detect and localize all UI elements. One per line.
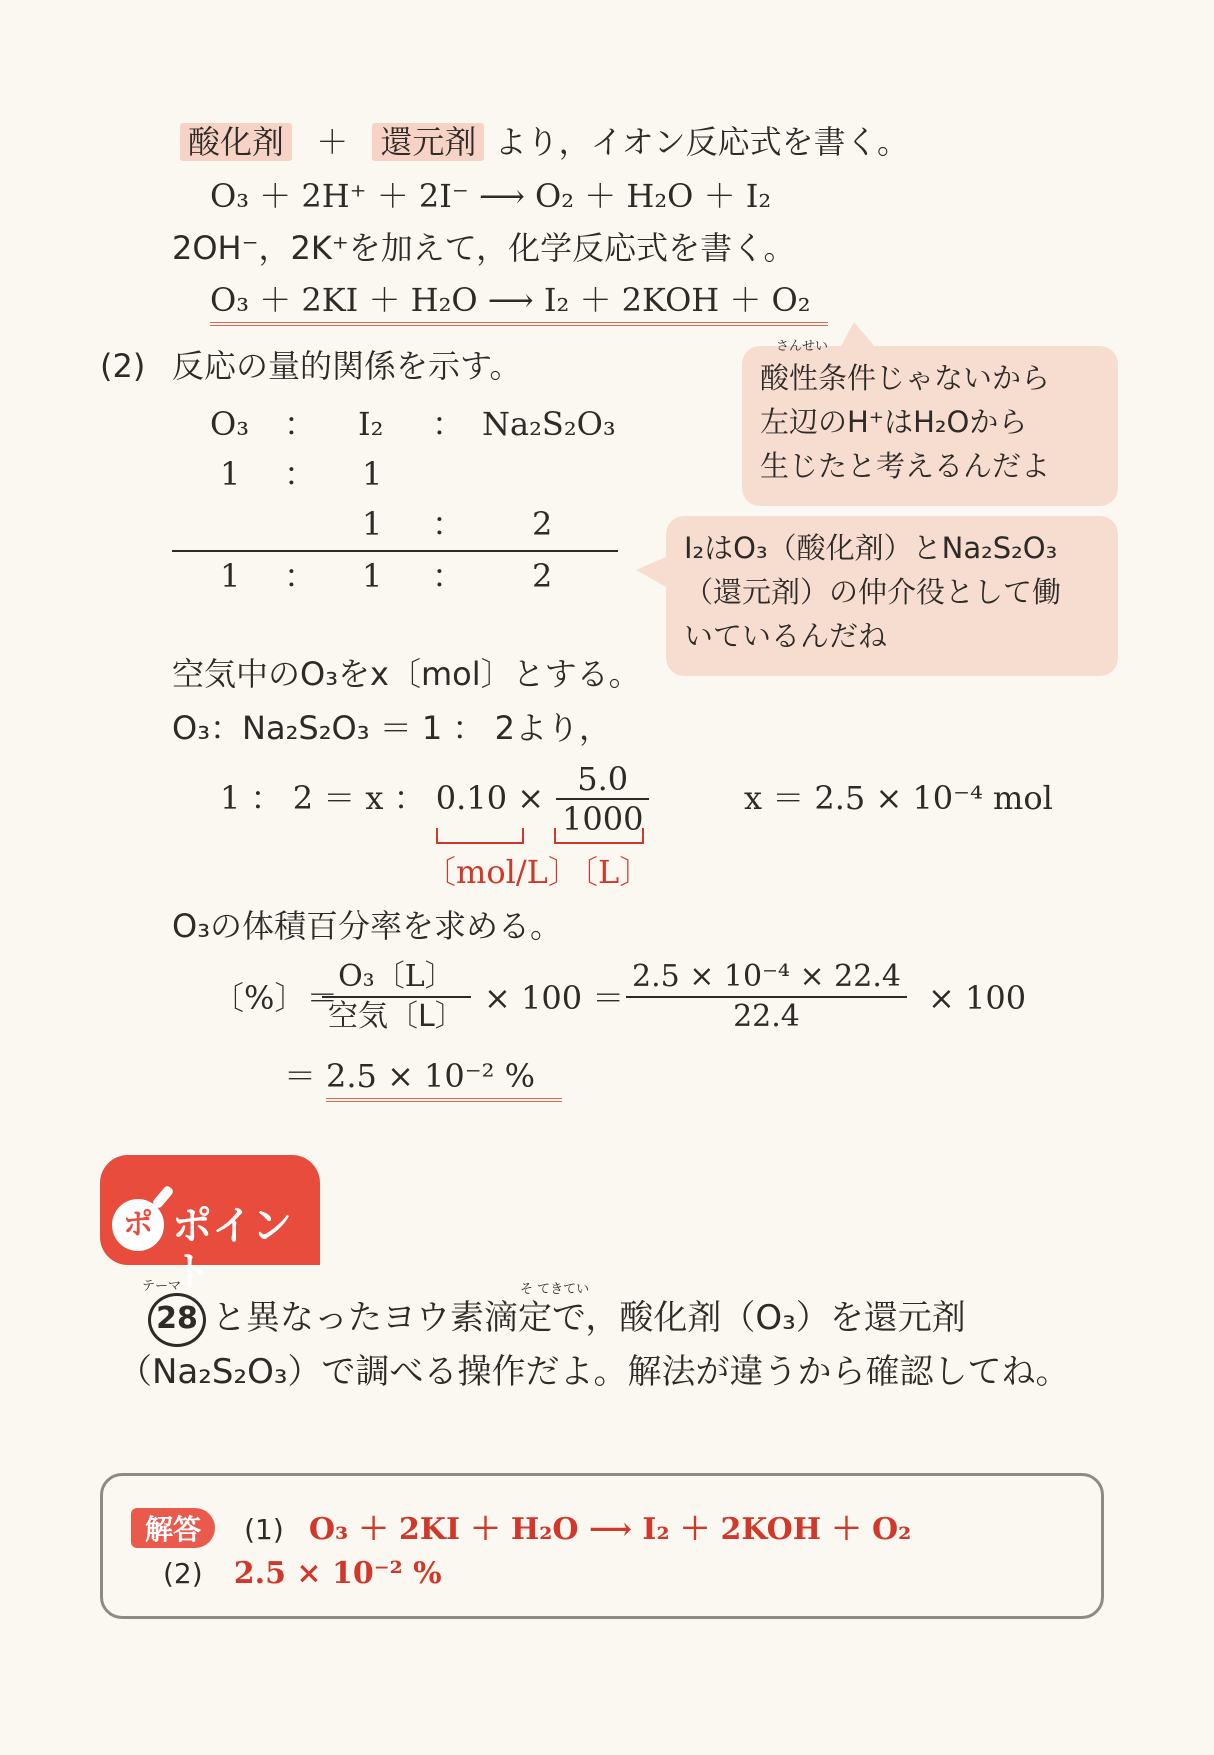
point-badge-text: ポイント [172,1203,292,1295]
answer-item2-num: (2) [163,1557,203,1590]
pct-fraction1-denominator: 空気〔L〕 [328,999,465,1034]
note-bubble-acidic [742,339,1118,506]
pct-fraction2-denominator: 22.4 [733,999,800,1034]
ratio-header-o3: O₃ [210,405,250,443]
ionic-equation: O₃ ＋ 2H⁺ ＋ 2I⁻ ⟶ O₂ ＋ H₂O ＋ I₂ [210,177,772,215]
answer-item2: 2.5 × 10⁻² % [233,1556,442,1591]
part2-label: (2) [100,347,146,385]
step2-line: 2OH⁻，2K⁺を加えて，化学反応式を書く。 [172,229,796,267]
ratio-row1-a: 1 [220,455,241,493]
unit-label-l: 〔L〕 [566,853,652,891]
unit-bracket-conc [436,828,524,844]
pct-tail: × 100 [928,979,1027,1017]
magnifier-icon: ポ [112,1199,164,1251]
pct-fraction2 [626,958,907,1036]
pct-result: 2.5 × 10⁻² % [326,1056,562,1102]
answer-item1-num: (1) [244,1513,284,1546]
bubble1-line3: 生じたと考えるんだよ [760,449,1051,483]
ratio-row3-c: 2 [532,557,553,595]
bubble1-line1: 酸性条件じゃないから [760,361,1051,395]
x-fraction [556,760,649,838]
bubble2-line2: （還元剤）の仲介役として働 [684,575,1062,609]
ratio-row3-a: 1 [220,557,241,595]
full-equation: O₃ ＋ 2KI ＋ H₂O ⟶ I₂ ＋ 2KOH ＋ O₂ [210,280,828,326]
ratio-row3-colon1: ： [284,557,317,595]
step1-tail: より，イオン反応式を書く。 [494,123,909,161]
percent-intro: O₃の体積百分率を求める。 [172,907,563,945]
x-fraction-numerator: 5.0 [556,760,649,800]
pct-fraction1 [322,958,471,1036]
reductant-tag: 還元剤 [372,123,484,161]
ratio-row1-colon: ： [284,455,317,493]
ratio-header-na2s2o3: Na₂S₂O₃ [482,405,616,443]
ratio-row1-b: 1 [362,455,383,493]
x-fraction-denominator: 1000 [562,800,644,838]
note-bubble-mediator [666,516,1118,676]
x-result: x ＝ 2.5 × 10⁻⁴ mol [744,779,1053,817]
ratio-row2-a: 1 [362,505,383,543]
let-x-line: 空気中のO₃をx〔mol〕とする。 [172,655,641,693]
ratio-row3-b: 1 [362,557,383,595]
bubble1-ruby: さんせい [775,339,828,354]
ratio-row3-colon2: ： [432,557,465,595]
answer-box [100,1473,1104,1619]
ratio-row2-b: 2 [532,505,553,543]
answer-label: 解答 [131,1508,215,1548]
pct-equals: ＝ [284,1057,317,1095]
ratio-header-colon1: ： [284,405,317,443]
bubble2-line1: I₂はO₃（酸化剤）とNa₂S₂O₃ [684,531,1058,565]
pct-fraction2-numerator: 2.5 × 10⁻⁴ × 22.4 [626,958,907,998]
point-ruby: そ てきてい [520,1282,590,1297]
unit-bracket-vol [554,828,644,844]
theme-ruby: テーマ [142,1279,182,1294]
pct-lhs: 〔%〕＝ [212,979,339,1017]
answer-row2 [163,1556,442,1591]
theme-number-badge: 28 [148,1293,206,1347]
bubble1-line2: 左辺のH⁺はH₂Oから [760,405,1028,439]
answer-row1 [131,1504,911,1548]
answer-item1: O₃ ＋ 2KI ＋ H₂O ⟶ I₂ ＋ 2KOH ＋ O₂ [308,1512,912,1547]
ratio-line: O₃：Na₂S₂O₃ ＝ 1 ： 2より， [172,709,611,747]
point-line1: と異なったヨウ素滴定で，酸化剤（O₃）を還元剤 [212,1298,966,1338]
plus-sign: ＋ [316,123,349,161]
part2-heading: 反応の量的関係を示す。 [172,347,522,385]
unit-label-mol-per-l: 〔mol/L〕 [424,853,580,891]
pct-mid: × 100 ＝ [484,979,625,1017]
bubble2-line3: いているんだね [684,619,888,653]
point-line2: （Na₂S₂O₃）で調べる操作だよ。解法が違うから確認してね。 [118,1352,1070,1392]
ratio-header-i2: I₂ [358,405,384,443]
x-equation-left: 1 ： 2 ＝ x ： 0.10 × [220,779,545,817]
step1-line [180,122,909,162]
oxidant-tag: 酸化剤 [180,123,292,161]
ratio-row2-colon: ： [432,505,465,543]
ratio-header-colon2: ： [432,405,465,443]
bubble1-tail [840,322,876,348]
pct-fraction1-numerator: O₃〔L〕 [322,958,471,998]
ratio-sum-line [172,550,618,552]
bubble2-tail [636,556,668,588]
